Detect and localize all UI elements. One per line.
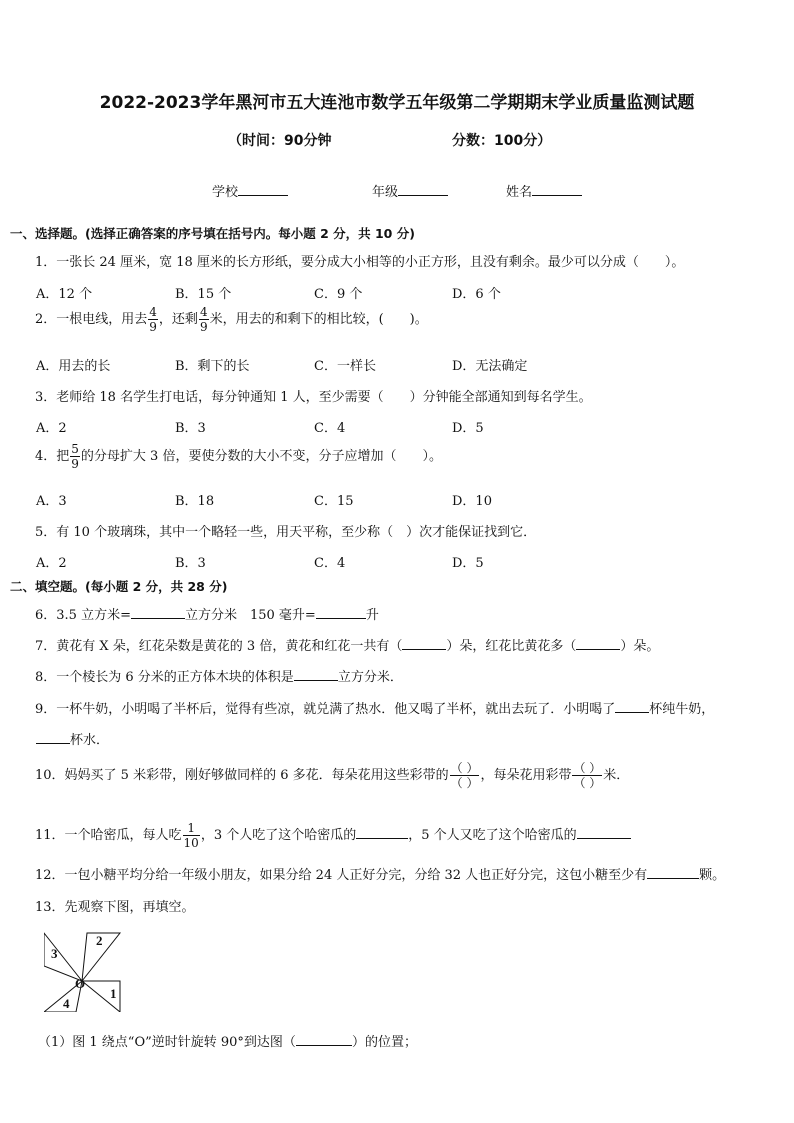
q2-text-end: 米，用去的和剩下的相比较，( )。	[209, 312, 428, 327]
q3-option-a[interactable]: A．2	[36, 421, 67, 436]
answer-blank[interactable]	[296, 1033, 352, 1046]
fraction	[148, 306, 158, 333]
fraction-denominator: 9	[199, 320, 208, 334]
answer-blank[interactable]	[356, 826, 408, 839]
q3-option-d[interactable]: D．5	[452, 421, 484, 436]
section-1-heading: 一、选择题。(选择正确答案的序号填在括号内。每小题 2 分，共 10 分)	[10, 226, 415, 241]
fraction	[183, 822, 200, 849]
q6-text-end: 升	[365, 608, 379, 623]
section-2-heading: 二、填空题。(每小题 2 分，共 28 分)	[10, 579, 228, 594]
answer-blank[interactable]	[647, 866, 699, 879]
q11-text-start: 11．一个哈密瓜，每人吃	[35, 828, 182, 843]
q6-text-mid: 立方分米 150 毫升=	[184, 608, 316, 623]
exam-time: （时间：90分钟	[228, 133, 332, 149]
q1-option-d[interactable]: D．6 个	[452, 287, 501, 302]
fraction-numerator: 4	[199, 305, 208, 319]
q1-option-b[interactable]: B．15 个	[175, 287, 232, 302]
figure-label-1: 1	[110, 986, 117, 1001]
question-3: 3．老师给 18 名学生打电话，每分钟通知 1 人，至少需要（ ）分钟能全部通知到每名学生。	[35, 390, 592, 405]
question-10	[35, 762, 629, 789]
answer-blank[interactable]	[576, 637, 620, 650]
question-9-cont	[36, 729, 109, 748]
q4-option-d[interactable]: D．10	[452, 494, 492, 509]
q1-option-a[interactable]: A．12 个	[36, 287, 93, 302]
question-9	[35, 698, 714, 717]
q5-option-d[interactable]: D．5	[452, 556, 484, 571]
q12-text-end: 颗。	[699, 868, 726, 883]
fraction-denominator: 9	[149, 320, 157, 334]
name-blank[interactable]	[532, 183, 582, 196]
question-13: 13．先观察下图，再填空。	[35, 900, 195, 915]
q12-text-start: 12．一包小糖平均分给一年级小朋友，如果分给 24 人正好分完，分给 32 人也正好分完，这包小糖至少有	[35, 868, 648, 883]
grade-field	[372, 181, 448, 200]
question-13-part-1	[38, 1031, 417, 1050]
q6-text-start: 6．3.5 立方米=	[35, 608, 131, 623]
fraction	[199, 306, 209, 333]
question-5: 5．有 10 个玻璃珠，其中一个略轻一些，用天平称，至少称（ ）次才能保证找到它．	[35, 525, 537, 540]
answer-blank[interactable]	[294, 668, 338, 681]
school-label: 学校	[212, 185, 239, 200]
fraction	[70, 443, 80, 470]
answer-blank[interactable]	[615, 700, 649, 713]
question-11	[35, 822, 631, 849]
q3-option-b[interactable]: B．3	[175, 421, 206, 436]
q4-option-c[interactable]: C．15	[314, 494, 354, 509]
rotation-figure	[44, 928, 124, 1012]
q7-text-mid: ）朵，红花比黄花多（	[446, 639, 577, 654]
q11-text-end: ，5 个人又吃了这个哈密瓜的	[408, 828, 577, 843]
fraction-denominator: 9	[71, 457, 79, 471]
fraction-numerator-blank[interactable]: （ ）	[450, 761, 479, 775]
question-4	[35, 443, 442, 470]
fraction-numerator: 1	[183, 822, 200, 836]
answer-blank[interactable]	[402, 637, 446, 650]
q9-text-mid: 杯纯牛奶，	[649, 702, 715, 717]
q13-sub1-text-end: ）的位置；	[351, 1035, 417, 1050]
q2-text-start: 2．一根电线，用去	[35, 312, 148, 327]
q1-option-c[interactable]: C．9 个	[314, 287, 363, 302]
question-1: 1．一张长 24 厘米，宽 18 厘米的长方形纸，要分成大小相等的小正方形，且没有剩余。最少可以分成（ ）。	[35, 255, 685, 270]
fraction-denominator-blank[interactable]: （ ）	[573, 776, 602, 790]
q2-option-a[interactable]: A．用去的长	[36, 359, 111, 374]
fraction-denominator: 10	[183, 836, 199, 850]
school-field	[212, 181, 288, 200]
figure-label-4: 4	[63, 996, 70, 1011]
q4-text-end: 的分母扩大 3 倍，要使分数的大小不变，分子应增加（ ）。	[80, 449, 442, 464]
answer-blank[interactable]	[577, 826, 631, 839]
q13-sub1-text-start: （1）图 1 绕点“O”逆时针旋转 90°到达图（	[38, 1035, 296, 1050]
question-6	[35, 604, 379, 623]
q9-text-start: 9．一杯牛奶，小明喝了半杯后，觉得有些凉，就兑满了热水．他又喝了半杯，就出去玩了．小明喝了	[35, 702, 616, 717]
exam-score: 分数：100分）	[452, 133, 552, 149]
q11-text-mid: ，3 个人吃了这个哈密瓜的	[200, 828, 357, 843]
q2-option-d[interactable]: D．无法确定	[452, 359, 528, 374]
question-8	[35, 666, 403, 685]
school-blank[interactable]	[238, 183, 288, 196]
fraction-numerator-blank[interactable]: （ ）	[573, 761, 602, 775]
page-title: 2022-2023学年黑河市五大连池市数学五年级第二学期期末学业质量监测试题	[99, 93, 695, 113]
fraction-numerator: 4	[149, 305, 157, 319]
q10-text-start: 10．妈妈买了 5 米彩带，刚好够做同样的 6 多花．每朵花用这些彩带的	[35, 768, 449, 783]
question-7	[35, 635, 659, 654]
fraction-numerator: 5	[71, 442, 79, 456]
question-2	[35, 306, 428, 333]
answer-blank[interactable]	[316, 606, 366, 619]
grade-blank[interactable]	[398, 183, 448, 196]
answer-blank[interactable]	[36, 731, 70, 744]
q10-text-end: 米．	[603, 768, 630, 783]
q7-text-start: 7．黄花有 X 朵，红花朵数是黄花的 3 倍，黄花和红花一共有（	[35, 639, 403, 654]
grade-label: 年级	[372, 185, 399, 200]
q9-text-end: 杯水．	[70, 733, 110, 748]
fraction-denominator-blank[interactable]: （ ）	[450, 776, 479, 790]
q2-option-c[interactable]: C．一样长	[314, 359, 376, 374]
figure-3-triangle	[44, 933, 82, 981]
center-label-o: O	[75, 976, 86, 991]
q5-option-b[interactable]: B．3	[175, 556, 206, 571]
q5-option-c[interactable]: C．4	[314, 556, 346, 571]
fraction-blank[interactable]	[450, 762, 480, 789]
q3-option-c[interactable]: C．4	[314, 421, 346, 436]
q8-text-end: 立方分米．	[337, 670, 403, 685]
q4-text-start: 4．把	[35, 449, 70, 464]
figure-label-2: 2	[96, 933, 103, 948]
name-field	[506, 181, 582, 200]
q10-text-mid: ，每朵花用彩带	[480, 768, 572, 783]
figure-label-3: 3	[51, 946, 58, 961]
question-12	[35, 864, 725, 883]
fraction-blank[interactable]	[572, 762, 602, 789]
q4-option-b[interactable]: B．18	[175, 494, 215, 509]
q2-text-mid: ，还剩	[158, 312, 198, 327]
answer-blank[interactable]	[131, 606, 185, 619]
q7-text-end: ）朵。	[620, 639, 660, 654]
q2-option-b[interactable]: B．剩下的长	[175, 359, 250, 374]
q4-option-a[interactable]: A．3	[36, 494, 67, 509]
q5-option-a[interactable]: A．2	[36, 556, 67, 571]
q8-text-start: 8．一个棱长为 6 分米的正方体木块的体积是	[35, 670, 294, 685]
name-label: 姓名	[506, 185, 533, 200]
